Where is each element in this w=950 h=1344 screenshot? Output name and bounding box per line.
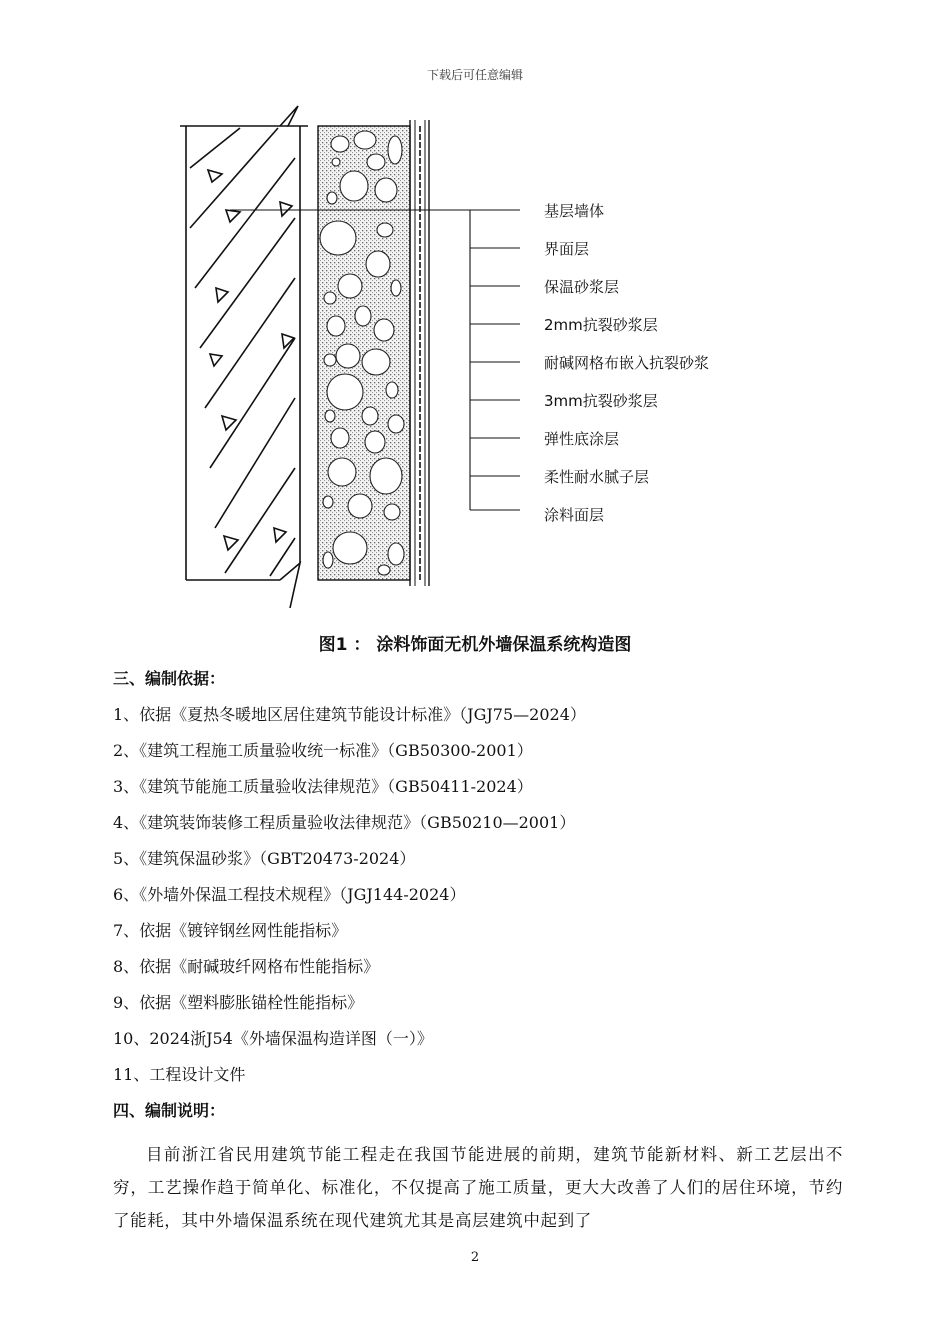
reference-item: 2、《建筑工程施工质量验收统一标准》（GB50300-2001） bbox=[113, 741, 533, 760]
layer-labels bbox=[544, 202, 709, 524]
wall-substrate bbox=[180, 106, 308, 608]
label-mesh-embedded: 耐碱网格布嵌入抗裂砂浆 bbox=[544, 354, 710, 372]
reference-item: 3、《建筑节能施工质量验收法律规范》（GB50411-2024） bbox=[113, 777, 533, 796]
reference-item: 1、依据《夏热冬暖地区居住建筑节能设计标准》（JGJ75—2024） bbox=[113, 705, 586, 724]
reference-item: 8、依据《耐碱玻纤网格布性能指标》 bbox=[113, 957, 380, 976]
label-insulation-mortar: 保温砂浆层 bbox=[544, 278, 620, 296]
label-elastic-primer: 弹性底涂层 bbox=[544, 430, 620, 448]
reference-item: 7、依据《镀锌钢丝网性能指标》 bbox=[113, 921, 348, 940]
label-base-wall: 基层墙体 bbox=[544, 202, 605, 220]
page-number: 2 bbox=[470, 1250, 480, 1265]
label-paint-finish: 涂料面层 bbox=[544, 506, 605, 524]
insulation-mortar-layer bbox=[318, 120, 429, 586]
wall-insulation-diagram bbox=[170, 98, 810, 618]
label-3mm-crack-mortar: 3mm抗裂砂浆层 bbox=[544, 392, 658, 410]
label-putty-layer: 柔性耐水腻子层 bbox=[544, 468, 650, 486]
page-header: 下载后可任意编辑 bbox=[426, 68, 523, 82]
description-paragraph: 目前浙江省民用建筑节能工程走在我国节能进展的前期，建筑节能新材料、新工艺层出不穷，工艺操作趋于简单化、标准化，不仅提高了施工质量，更大大改善了人们的居住环境，节约了能耗，其中外墙保温系统在现代建筑尤其是高层建筑中起到了 bbox=[113, 1145, 843, 1230]
body-text bbox=[113, 666, 843, 1237]
figure-caption: 图1 ： 涂料饰面无机外墙保温系统构造图 bbox=[318, 635, 632, 655]
section-heading-basis: 三、编制依据： bbox=[113, 669, 226, 688]
section-heading-description: 四、编制说明： bbox=[113, 1101, 226, 1120]
reference-item: 9、依据《塑料膨胀锚栓性能指标》 bbox=[113, 993, 364, 1012]
reference-item: 5、《建筑保温砂浆》（GBT20473-2024） bbox=[113, 849, 416, 868]
reference-item: 11、工程设计文件 bbox=[113, 1065, 246, 1084]
label-2mm-crack-mortar: 2mm抗裂砂浆层 bbox=[544, 316, 658, 334]
label-interface-layer: 界面层 bbox=[544, 240, 590, 258]
reference-item: 4、《建筑装饰装修工程质量验收法律规范》（GB50210—2001） bbox=[113, 813, 576, 832]
reference-item: 10、2024浙J54《外墙保温构造详图（一）》 bbox=[113, 1029, 433, 1048]
reference-item: 6、《外墙外保温工程技术规程》（JGJ144-2024） bbox=[113, 885, 466, 904]
